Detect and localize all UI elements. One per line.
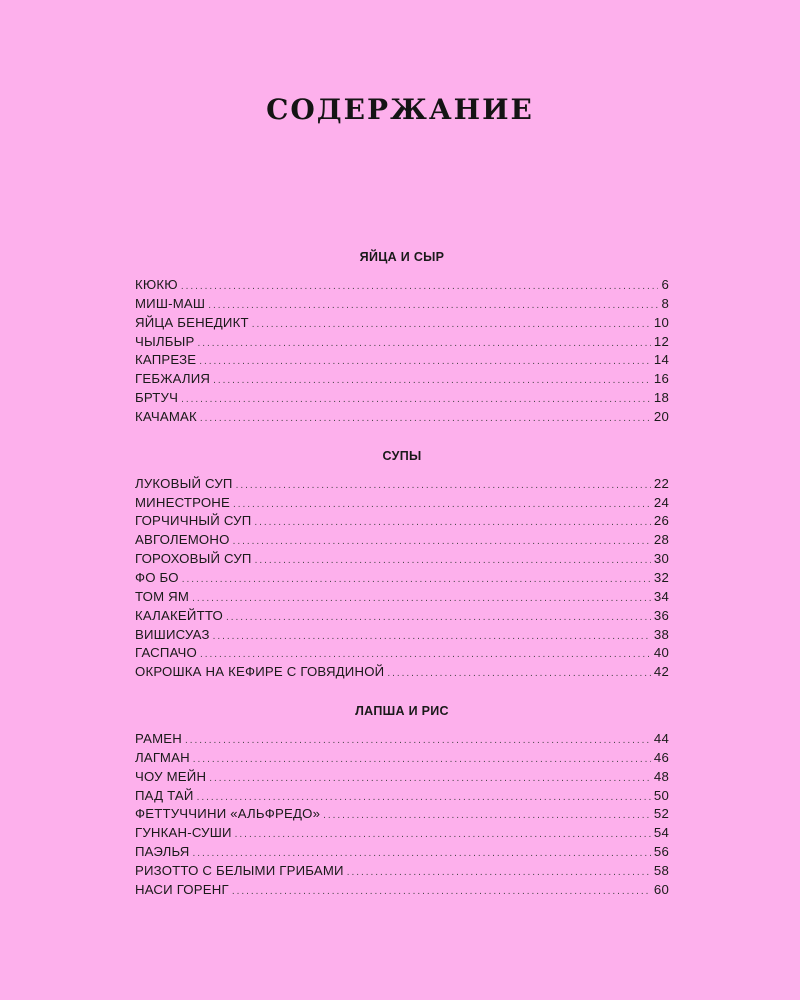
entry-title: НАСИ ГОРЕНГ — [135, 881, 229, 897]
toc-entry[interactable] — [135, 607, 669, 626]
dot-leader — [200, 408, 651, 427]
toc-entry[interactable] — [135, 881, 669, 900]
toc-entry[interactable] — [135, 295, 669, 314]
entry-title: КАПРЕЗЕ — [135, 352, 197, 368]
entry-title: ЧОУ МЕЙН — [135, 768, 207, 784]
entry-title: АВГОЛЕМОНО — [135, 532, 230, 548]
toc-entry[interactable] — [135, 389, 669, 408]
entry-page-number: 36 — [653, 607, 669, 623]
dot-leader — [192, 588, 651, 607]
entry-list — [135, 276, 669, 427]
entry-page-number: 38 — [653, 626, 669, 642]
entry-title: ЛАГМАН — [135, 749, 190, 765]
entry-page-number: 50 — [653, 787, 669, 803]
entry-title: ГУНКАН-СУШИ — [135, 825, 232, 841]
toc-entry[interactable] — [135, 314, 669, 333]
dot-leader — [185, 730, 651, 749]
entry-title: МИШ-МАШ — [135, 295, 206, 311]
entry-page-number: 22 — [653, 475, 669, 491]
dot-leader — [235, 824, 651, 843]
entry-page-number: 42 — [653, 664, 669, 680]
dot-leader — [192, 843, 650, 862]
entry-page-number: 44 — [653, 731, 669, 747]
toc-entry[interactable] — [135, 494, 669, 513]
entry-title: ЛУКОВЫЙ СУП — [135, 475, 233, 491]
dot-leader — [213, 370, 651, 389]
toc-entry[interactable] — [135, 768, 669, 787]
toc-entry[interactable] — [135, 351, 669, 370]
entry-title: РИЗОТТО С БЕЛЫМИ ГРИБАМИ — [135, 862, 344, 878]
dot-leader — [200, 644, 651, 663]
dot-leader — [387, 663, 651, 682]
section-heading: СУПЫ — [382, 448, 422, 463]
entry-page-number: 10 — [653, 314, 669, 330]
entry-list — [135, 475, 669, 682]
entry-title: ГОРЧИЧНЫЙ СУП — [135, 513, 252, 529]
toc-entry[interactable] — [135, 626, 669, 645]
toc-entry[interactable] — [135, 475, 669, 494]
entry-title: РАМЕН — [135, 731, 183, 747]
entry-page-number: 12 — [653, 333, 669, 349]
page-title: СОДЕРЖАНИЕ — [266, 92, 534, 126]
dot-leader — [197, 333, 650, 352]
entry-title: МИНЕСТРОНЕ — [135, 494, 231, 510]
entry-title: ПАД ТАЙ — [135, 787, 194, 803]
section-heading: ЛАПША И РИС — [355, 704, 449, 719]
entry-title: ГАСПАЧО — [135, 645, 197, 661]
entry-title: КАЛАКЕЙТТО — [135, 607, 223, 623]
entry-title: КАЧАМАК — [135, 408, 197, 424]
entry-title: ТОМ ЯМ — [135, 588, 190, 604]
entry-page-number: 20 — [653, 408, 669, 424]
toc-entry[interactable] — [135, 663, 669, 682]
entry-title: ЧЫЛБЫР — [135, 333, 195, 349]
dot-leader — [255, 550, 651, 569]
entry-title: ПАЭЛЬЯ — [135, 844, 190, 860]
entry-page-number: 48 — [653, 768, 669, 784]
entry-title: ЯЙЦА БЕНЕДИКТ — [135, 314, 249, 330]
dot-leader — [213, 626, 651, 645]
entry-page-number: 52 — [653, 806, 669, 822]
toc-entry[interactable] — [135, 805, 669, 824]
entry-title: ФЕТТУЧЧИНИ «АЛЬФРЕДО» — [135, 806, 321, 822]
toc-entry[interactable] — [135, 276, 669, 295]
toc-entry[interactable] — [135, 531, 669, 550]
dot-leader — [199, 351, 651, 370]
toc-section — [135, 447, 669, 682]
toc-entry[interactable] — [135, 370, 669, 389]
toc-entry[interactable] — [135, 512, 669, 531]
entry-page-number: 18 — [653, 390, 669, 406]
dot-leader — [236, 475, 651, 494]
entry-page-number: 26 — [653, 513, 669, 529]
entry-list — [135, 730, 669, 900]
dot-leader — [197, 787, 651, 806]
dot-leader — [323, 805, 651, 824]
entry-page-number: 32 — [653, 569, 669, 585]
entry-page-number: 40 — [653, 645, 669, 661]
entry-title: ОКРОШКА НА КЕФИРЕ С ГОВЯДИНОЙ — [135, 664, 385, 680]
section-heading: ЯЙЦА И СЫР — [359, 250, 445, 264]
dot-leader — [208, 295, 658, 314]
dot-leader — [347, 862, 651, 881]
toc-entry[interactable] — [135, 333, 669, 352]
dot-leader — [226, 607, 651, 626]
table-of-contents — [135, 248, 669, 900]
dot-leader — [182, 569, 651, 588]
toc-entry[interactable] — [135, 644, 669, 663]
entry-page-number: 16 — [653, 371, 669, 387]
entry-page-number: 56 — [653, 844, 669, 860]
toc-section — [135, 702, 669, 900]
dot-leader — [254, 512, 651, 531]
entry-page-number: 30 — [653, 551, 669, 567]
dot-leader — [233, 531, 651, 550]
entry-page-number: 28 — [653, 532, 669, 548]
toc-entry[interactable] — [135, 408, 669, 427]
entry-title: ГОРОХОВЫЙ СУП — [135, 551, 252, 567]
entry-page-number: 58 — [653, 862, 669, 878]
entry-title: ГЕБЖАЛИЯ — [135, 371, 211, 387]
toc-entry[interactable] — [135, 824, 669, 843]
entry-title: ФО БО — [135, 569, 179, 585]
entry-title: БРТУЧ — [135, 390, 179, 406]
toc-entry[interactable] — [135, 588, 669, 607]
dot-leader — [181, 276, 659, 295]
entry-page-number: 54 — [653, 825, 669, 841]
toc-entry[interactable] — [135, 550, 669, 569]
entry-page-number: 46 — [653, 749, 669, 765]
entry-page-number: 6 — [661, 277, 669, 292]
entry-page-number: 60 — [653, 881, 669, 897]
toc-entry[interactable] — [135, 787, 669, 806]
dot-leader — [232, 881, 651, 900]
entry-title: КЮКЮ — [135, 277, 178, 292]
dot-leader — [181, 389, 651, 408]
dot-leader — [209, 768, 651, 787]
toc-entry[interactable] — [135, 862, 669, 881]
entry-page-number: 14 — [653, 352, 669, 368]
entry-page-number: 8 — [661, 295, 669, 311]
entry-title: ВИШИСУАЗ — [135, 626, 210, 642]
dot-leader — [252, 314, 651, 333]
entry-page-number: 24 — [653, 494, 669, 510]
dot-leader — [233, 494, 651, 513]
toc-entry[interactable] — [135, 749, 669, 768]
toc-entry[interactable] — [135, 569, 669, 588]
toc-section — [135, 248, 669, 427]
dot-leader — [193, 749, 651, 768]
entry-page-number: 34 — [653, 588, 669, 604]
toc-entry[interactable] — [135, 843, 669, 862]
toc-entry[interactable] — [135, 730, 669, 749]
